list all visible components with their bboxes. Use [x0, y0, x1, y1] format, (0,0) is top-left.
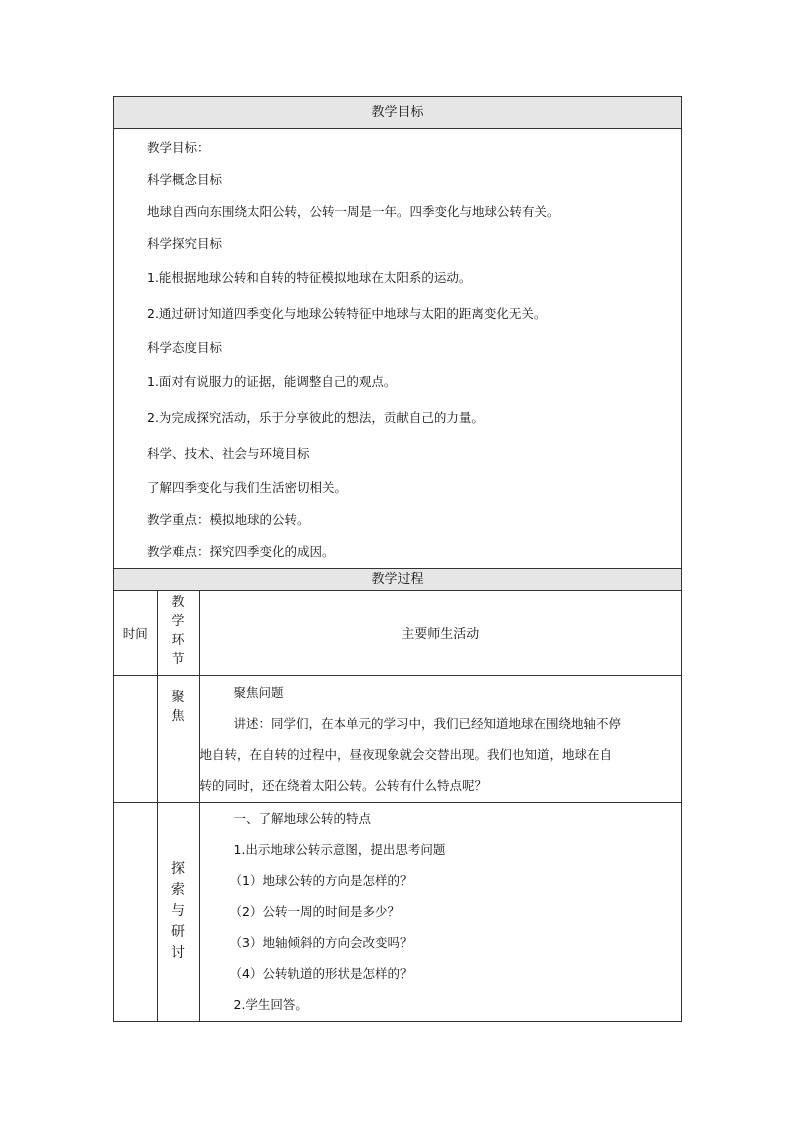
main-activity-header: 主要师生活动	[199, 591, 681, 675]
goals-line: 地球自西向东围绕太阳公转，公转一周是一年。四季变化与地球公转有关。	[147, 204, 560, 219]
goals-line: 1.面对有说服力的证据，能调整自己的观点。	[147, 374, 397, 389]
goals-line: 1.能根据地球公转和自转的特征模拟地球在太阳系的运动。	[147, 270, 472, 285]
process-row-explore	[114, 802, 681, 1021]
activity-line: （1）地球公转的方向是怎样的？	[229, 872, 413, 888]
goals-line: 2.为完成探究活动，乐于分享彼此的想法，贡献自己的力量。	[147, 410, 484, 425]
link-char: 研	[171, 923, 185, 940]
goals-line: 了解四季变化与我们生活密切相关。	[147, 480, 348, 495]
link-char: 聚	[171, 689, 185, 705]
activity-line: 一、了解地球公转的特点	[233, 810, 372, 826]
activity-line: 地自转，在自转的过程中，昼夜现象就会交替出现。我们也知道，地球在自	[199, 746, 613, 762]
link-header-char: 学	[171, 614, 185, 629]
activity-line: 转的同时，还在绕着太阳公转。公转有什么特点呢？	[199, 777, 488, 793]
goals-line: 教学难点：探究四季变化的成因。	[147, 544, 335, 559]
time-cell	[114, 675, 157, 802]
goals-line: 2.通过研讨知道四季变化与地球公转特征中地球与太阳的距离变化无关。	[147, 306, 547, 321]
activity-line: 讲述：同学们，在本单元的学习中，我们已经知道地球在围绕地轴不停	[233, 715, 622, 731]
link-char: 讨	[171, 944, 185, 961]
activity-cell	[199, 802, 681, 1021]
goals-body	[114, 132, 681, 568]
goals-line: 科学、技术、社会与环境目标	[147, 446, 310, 461]
goals-line: 教学重点：模拟地球的公转。	[147, 512, 310, 527]
goals-line: 教学目标：	[147, 140, 210, 155]
goals-header: 教学目标	[114, 97, 681, 129]
link-char: 探	[171, 860, 185, 877]
activity-line: 2.学生回答。	[233, 996, 308, 1012]
activity-line: （3）地轴倾斜的方向会改变吗？	[229, 934, 413, 950]
link-char: 索	[171, 881, 185, 898]
time-column-header: 时间	[114, 591, 157, 675]
goals-line: 科学概念目标	[147, 172, 223, 187]
link-cell	[157, 802, 199, 1021]
link-header-char: 教	[171, 595, 185, 610]
process-row-focus	[114, 675, 681, 802]
link-header-char: 环	[171, 633, 185, 648]
activity-cell	[199, 675, 681, 802]
activity-line: （2）公转一周的时间是多少？	[229, 903, 400, 919]
activity-line: （4）公转轨道的形状是怎样的？	[229, 965, 413, 981]
link-header-char: 节	[171, 652, 185, 667]
goals-line: 科学探究目标	[147, 236, 223, 251]
link-char: 焦	[171, 708, 185, 724]
process-table	[114, 591, 681, 1021]
activity-line: 1.出示地球公转示意图，提出思考问题	[233, 841, 446, 857]
link-char: 与	[171, 902, 185, 919]
process-header-row	[114, 591, 681, 675]
activity-line: 聚焦问题	[233, 684, 284, 700]
time-cell	[114, 802, 157, 1021]
link-cell	[157, 675, 199, 802]
goals-line: 科学态度目标	[147, 340, 223, 355]
link-column-header	[157, 591, 199, 675]
process-header: 教学过程	[114, 568, 681, 591]
lesson-plan-table	[113, 96, 682, 1022]
